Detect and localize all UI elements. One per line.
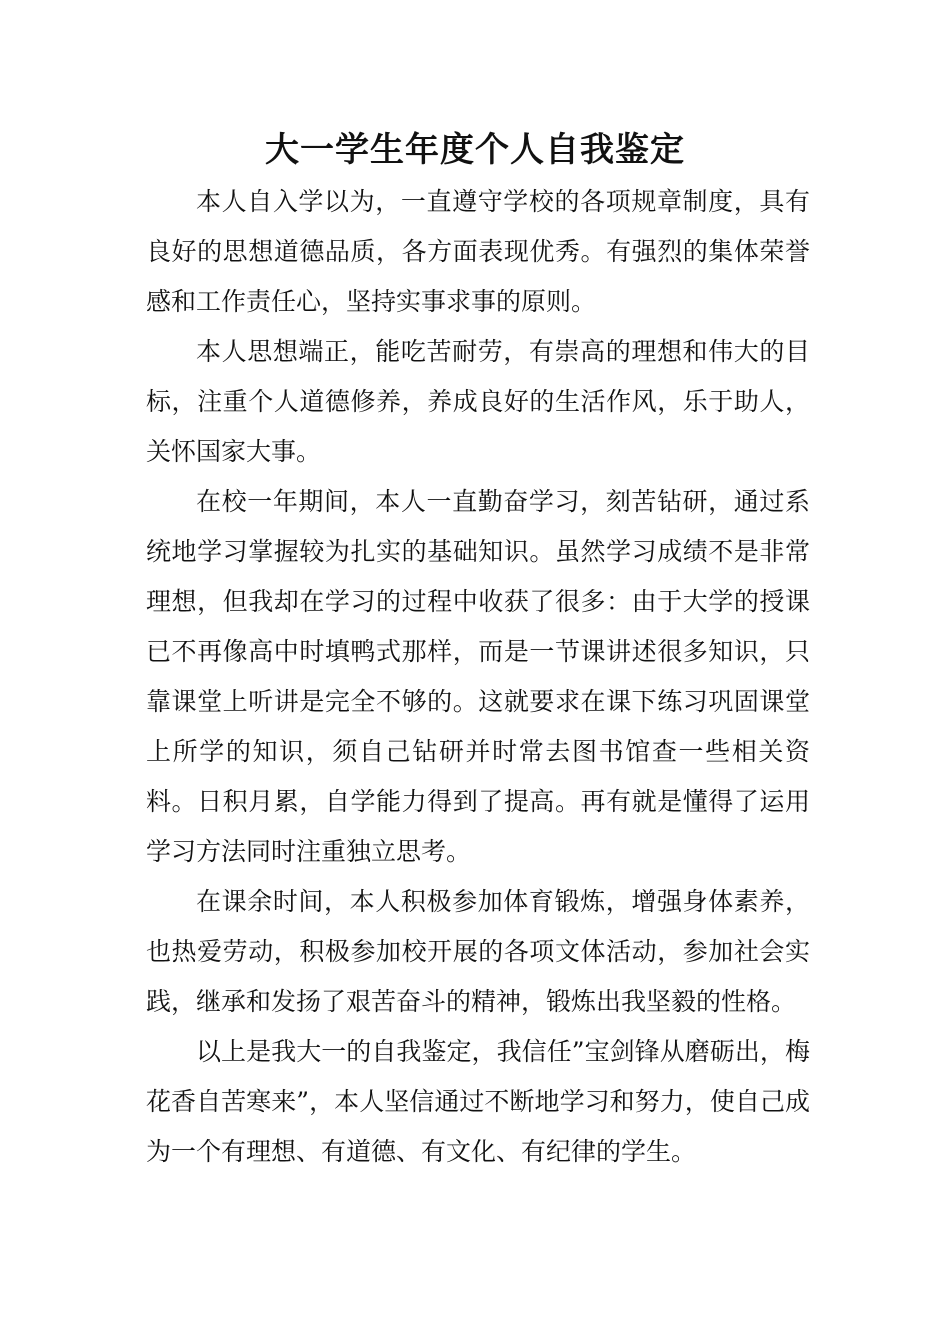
document-body [146, 177, 810, 1177]
paragraph-5: 以上是我大一的自我鉴定，我信任”宝剑锋从磨砺出，梅花香自苦寒来”，本人坚信通过不断地学习和努力，使自己成为一个有理想、有道德、有文化、有纪律的学生。 [146, 1037, 810, 1166]
paragraph-1: 本人自入学以为，一直遵守学校的各项规章制度，具有良好的思想道德品质，各方面表现优秀。有强烈的集体荣誉感和工作责任心，坚持实事求事的原则。 [146, 187, 810, 316]
paragraph-4: 在课余时间，本人积极参加体育锻炼，增强身体素养，也热爱劳动，积极参加校开展的各项文体活动，参加社会实践，继承和发扬了艰苦奋斗的精神，锻炼出我坚毅的性格。 [146, 887, 810, 1016]
paragraph-3: 在校一年期间，本人一直勤奋学习，刻苦钻研，通过系统地学习掌握较为扎实的基础知识。虽然学习成绩不是非常理想，但我却在学习的过程中收获了很多：由于大学的授课已不再像高中时填鸭式那样，而是一节课讲述很多知识，只靠课堂上听讲是完全不够的。这就要求在课下练习巩固课堂上所学的知识，须自己钻研并时常去图书馆查一些相关资料。日积月累，自学能力得到了提高。再有就是懂得了运用学习方法同时注重独立思考。 [146, 487, 810, 866]
paragraph-2: 本人思想端正，能吃苦耐劳，有崇高的理想和伟大的目标，注重个人道德修养，养成良好的生活作风，乐于助人，关怀国家大事。 [146, 337, 810, 466]
document-title: 大一学生年度个人自我鉴定 [265, 130, 685, 170]
